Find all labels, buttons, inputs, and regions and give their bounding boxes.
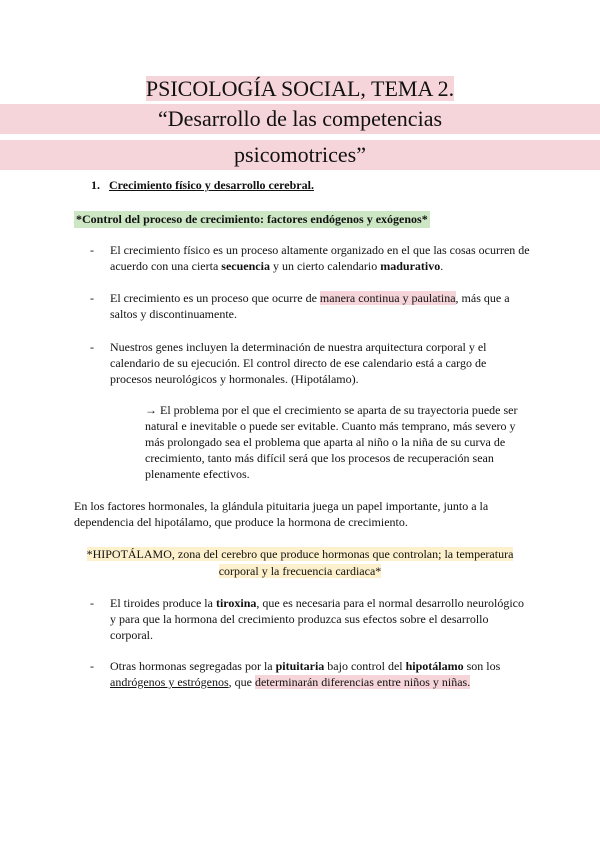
pink-highlight: manera continua y paulatina [319, 291, 456, 305]
bullet-dash: - [90, 291, 94, 305]
bullet-dash: - [90, 659, 94, 673]
pink-highlight: determinarán diferencias entre niños y niñas. [254, 675, 471, 689]
bullet-dash: - [90, 243, 94, 257]
bullet-text: Otras hormonas segregadas por la pituitaria bajo control del hipotálamo son los andrógenos y estrógenos, que determinarán diferencias entre niños y niñas. [110, 659, 501, 689]
bullet-text: El crecimiento físico es un proceso altamente organizado en el que las cosas ocurren de acuerdo con una cierta secuencia y un cierto calendario madurativo. [110, 243, 530, 273]
title-line-2: “Desarrollo de las competencias [157, 106, 443, 131]
bullet-item [90, 339, 530, 387]
note-line-1: *HIPOTÁLAMO, zona del cerebro que produce hormonas que controlan; la temperatura [86, 547, 514, 561]
title-line-1: PSICOLOGÍA SOCIAL, TEMA 2. [145, 76, 455, 101]
bullet-item [90, 658, 530, 690]
section-heading [91, 178, 314, 193]
bullet-text: El crecimiento es un proceso que ocurre de manera continua y paulatina, más que a saltos y discontinuamente. [110, 291, 510, 321]
section-number: 1. [91, 178, 100, 192]
note-line-2: corporal y la frecuencia cardiaca* [218, 564, 382, 578]
document-title [0, 74, 600, 104]
bullet-dash: - [90, 596, 94, 610]
bullet-item [90, 242, 530, 274]
green-highlight-heading: *Control del proceso de crecimiento: factores endógenos y exógenos* [76, 212, 428, 226]
body-paragraph: En los factores hormonales, la glándula pituitaria juega un papel importante, junto a la dependencia del hipotálamo, que produce la hormona de crecimiento. [74, 499, 489, 529]
arrow-paragraph: → El problema por el que el crecimiento se aparta de su trayectoria puede ser natural e inevitable o puede ser evitable. Cuanto más temprano, más severo y más prolongado sea el problema que aparta al niño o la niña de su curva de crecimiento, tanto más difícil será que los procesos de recuperación sean plenamente efectivos. [145, 403, 518, 481]
bullet-item [90, 290, 530, 322]
bullet-text: Nuestros genes incluyen la determinación de nuestra arquitectura corporal y el calendario de su ejecución. El control directo de ese calendario está a cargo de procesos neurológicos y hormonales. (Hipotálamo). [110, 340, 487, 386]
bullet-text: El tiroides produce la tiroxina, que es necesaria para el normal desarrollo neurológico y para que la hormona del crecimiento produzca sus efectos sobre el desarrollo corporal. [110, 596, 524, 642]
title-line-3: psicomotrices” [234, 142, 366, 167]
hypothalamus-note [70, 546, 530, 580]
bullet-item [90, 595, 530, 643]
section-heading-text: Crecimiento físico y desarrollo cerebral. [109, 178, 314, 192]
bullet-dash: - [90, 340, 94, 354]
document-subtitle [0, 104, 600, 170]
